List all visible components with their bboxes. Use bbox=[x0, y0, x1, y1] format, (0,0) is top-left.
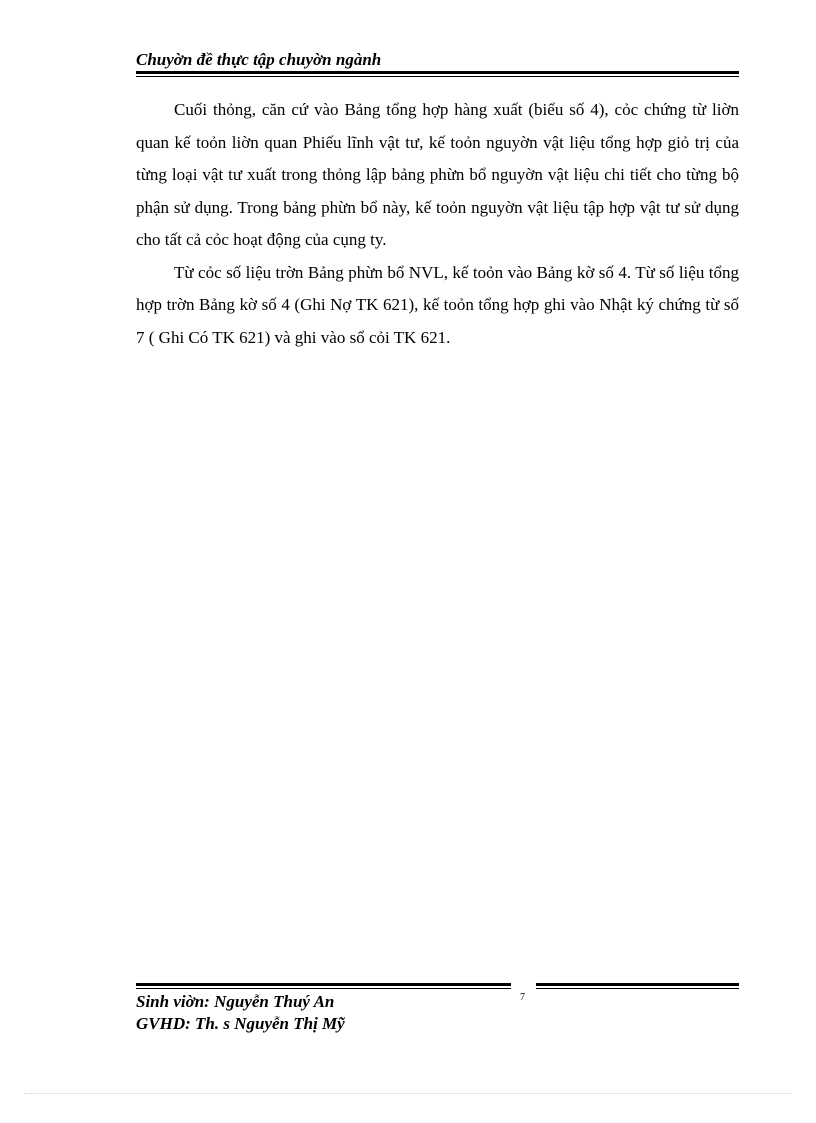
paragraph: Cuối thỏng, căn cứ vào Bảng tổng hợp hàng xuất (biểu số 4), cỏc chứng từ liờn quan kế toỏn liờn quan Phiếu lĩnh vật tư, kế toỏn nguyờn vật liệu tổng hợp giỏ trị của từng loại vật tư xuất trong thỏng lập bảng phừn bổ nguyờn vật liệu chi tiết cho từng bộ phận sử dụng. Trong bảng phừn bổ này, kế toỏn nguyờn vật liệu tập hợp vật tư sử dụng cho tất cả cỏc hoạt động của cụng ty. bbox=[136, 100, 739, 249]
footer-advisor: GVHD: Th. s Nguyễn Thị Mỹ bbox=[136, 1014, 345, 1033]
header-rule-thin bbox=[136, 76, 739, 77]
footer-rule-left-thick bbox=[136, 983, 511, 986]
header-title: Chuyờn đề thực tập chuyờn ngành bbox=[136, 50, 382, 69]
body-text bbox=[136, 94, 739, 354]
header-rule-thick bbox=[136, 71, 739, 74]
paragraph: Từ cỏc số liệu trờn Bảng phừn bổ NVL, kế toỏn vào Bảng kờ số 4. Từ số liệu tổng hợp trờn Bảng kờ số 4 (Ghi Nợ TK 621), kế toỏn tổng hợp ghi vào Nhật ký chứng từ số 7 ( Ghi Có TK 621) và ghi vào sổ cỏi TK 621. bbox=[136, 262, 739, 347]
page-number: 7 bbox=[520, 992, 525, 1003]
page-bottom-divider bbox=[24, 1093, 792, 1094]
footer-rule-right-thin bbox=[536, 988, 739, 989]
footer-rule-left-thin bbox=[136, 988, 511, 989]
footer-rule-right-thick bbox=[536, 983, 739, 986]
footer-student: Sinh viờn: Nguyễn Thuý An bbox=[136, 992, 335, 1011]
